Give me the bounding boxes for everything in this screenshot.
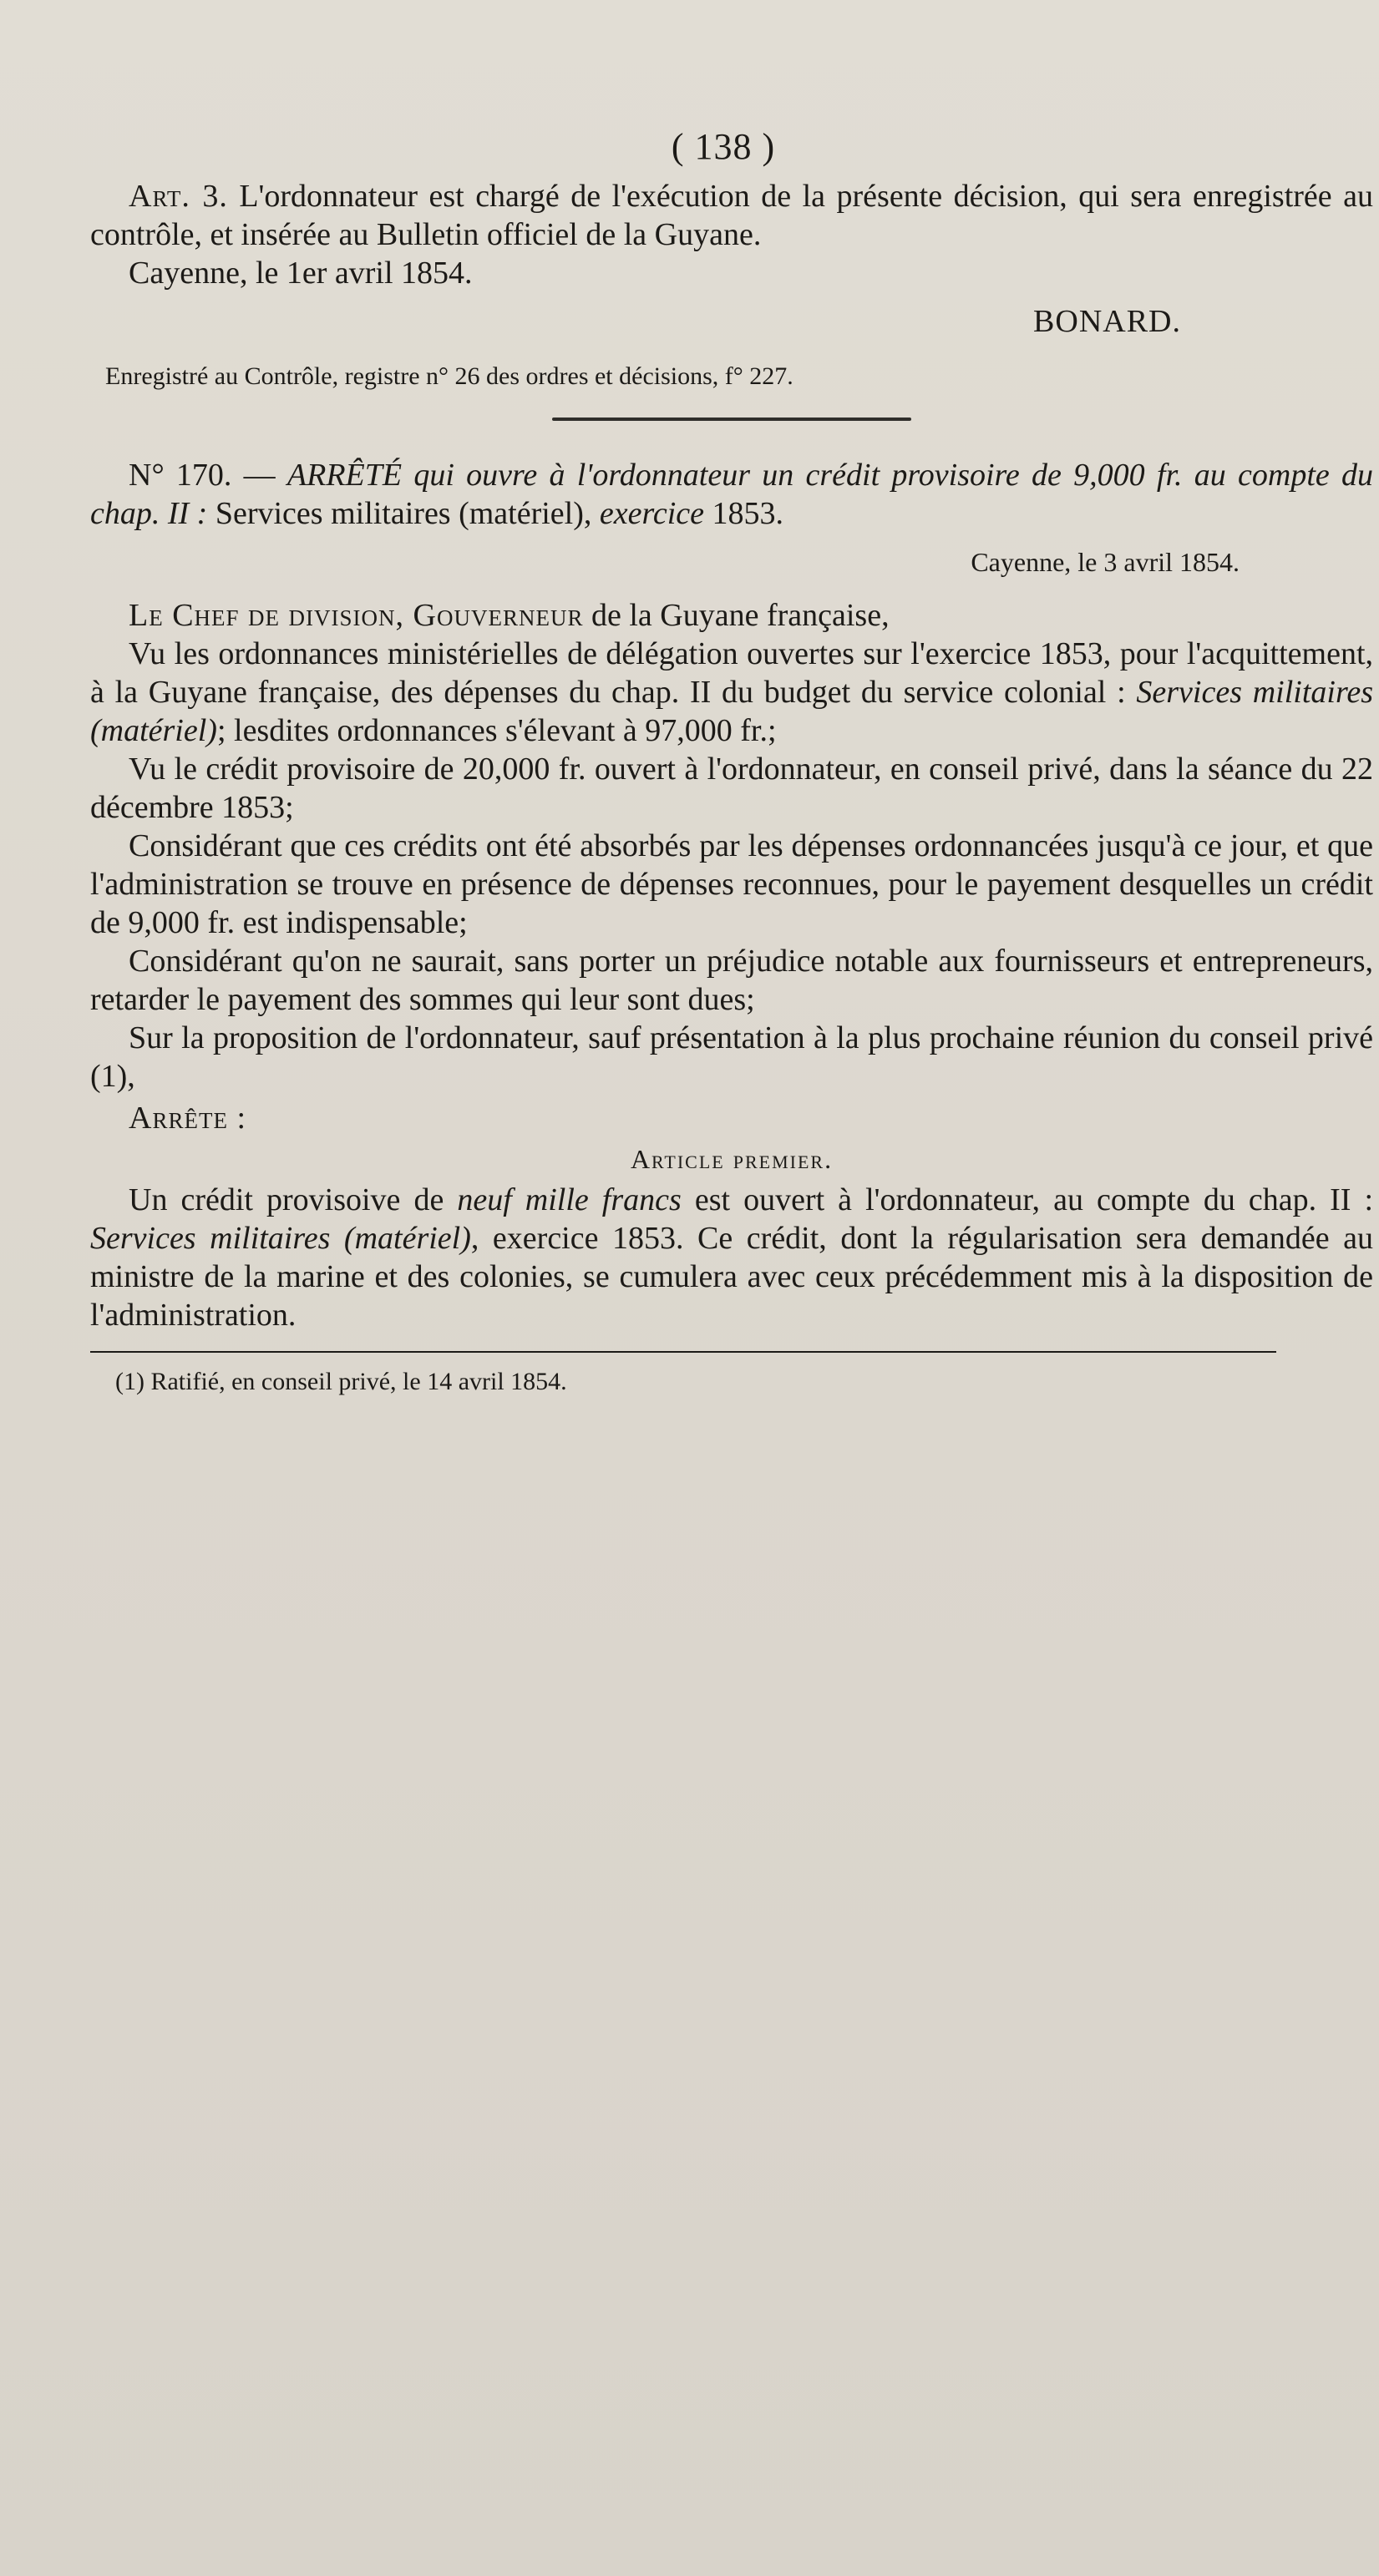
place-date: Cayenne, le 1er avril 1854.	[129, 256, 473, 291]
considerant-2: Considérant qu'on ne saurait, sans porter un préjudice notable aux fournisseurs et entrepreneurs, retarder le payement des sommes qui leur sont dues;	[90, 944, 1373, 1017]
article-1-part-c: , exercice 1853. Ce crédit, dont la régularisation sera demandée au ministre de la marine et des colonies, se cumulera avec ceux précédemment mis à la disposition de l'administration.	[90, 1221, 1373, 1333]
authority-title: Le Chef de division, Gouverneur	[129, 598, 584, 633]
decree-subject: Services militaires (matériel),	[215, 496, 592, 531]
decree-number: N° 170. —	[129, 458, 276, 493]
signature: BONARD.	[1033, 304, 1181, 339]
article-1-part-a: Un crédit provisoive de	[129, 1182, 444, 1217]
article-1-chapter: Services militaires (matériel)	[90, 1221, 471, 1256]
article-1-title: Article premier.	[630, 1144, 834, 1174]
authority-rest: de la Guyane française,	[591, 598, 890, 633]
text-column	[90, 125, 1373, 1398]
vu-ordonnances-italic: Services militaires (matériel)	[90, 675, 1373, 748]
article-3-label: Art. 3.	[129, 179, 228, 214]
article-3	[90, 177, 1373, 254]
arrete-label: Arrête :	[129, 1101, 246, 1136]
preamble-authority	[90, 596, 1373, 635]
decree-exercise-label: exercice	[599, 496, 705, 531]
registry-note: Enregistré au Contrôle, registre n° 26 des ordres et décisions, f° 227.	[105, 362, 793, 390]
considerant-1: Considérant que ces crédits ont été absorbés par les dépenses ordonnancées jusqu'à ce jour, et que l'administration se trouve en présence de dépenses reconnues, pour le payement desquelles un crédit de 9,000 fr. est indispensable;	[90, 828, 1373, 940]
page-number: ( 138 )	[671, 126, 776, 167]
vu-ordonnances-end: ; lesdites ordonnances s'élevant à 97,000 fr.;	[216, 713, 777, 748]
vu-ordonnances-text: Vu les ordonnances ministérielles de délégation ouvertes sur l'exercice 1853, pour l'acquittement, à la Guyane française, des dépenses du chap. II du budget du service colonial :	[90, 636, 1373, 710]
article-1-amount: neuf mille francs	[457, 1182, 682, 1217]
vu-credit: Vu le crédit provisoire de 20,000 fr. ouvert à l'ordonnateur, en conseil privé, dans la séance du 22 décembre 1853;	[90, 752, 1373, 825]
vu-ordonnances	[90, 635, 1373, 750]
footnote-rule	[90, 1351, 1276, 1353]
article-3-text: L'ordonnateur est chargé de l'exécution de la présente décision, qui sera enregistrée au contrôle, et insérée au Bulletin officiel de la Guyane.	[90, 179, 1373, 252]
article-1-part-b: est ouvert à l'ordonnateur, au compte du chap. II :	[694, 1182, 1374, 1217]
proposition: Sur la proposition de l'ordonnateur, sauf présentation à la plus prochaine réunion du conseil privé (1),	[90, 1020, 1373, 1094]
decree-heading	[90, 456, 1373, 533]
separator-rule	[552, 418, 911, 421]
decree-dateline: Cayenne, le 3 avril 1854.	[971, 547, 1240, 577]
footnote: (1) Ratifié, en conseil privé, le 14 avril 1854.	[115, 1368, 567, 1395]
decree-exercise-year: 1853.	[712, 496, 784, 531]
decree-title: ARRÊTÉ qui ouvre à l'ordonnateur un crédit provisoire de 9,000 fr. au compte du chap. II :	[90, 458, 1373, 531]
article-1-text	[90, 1181, 1373, 1334]
